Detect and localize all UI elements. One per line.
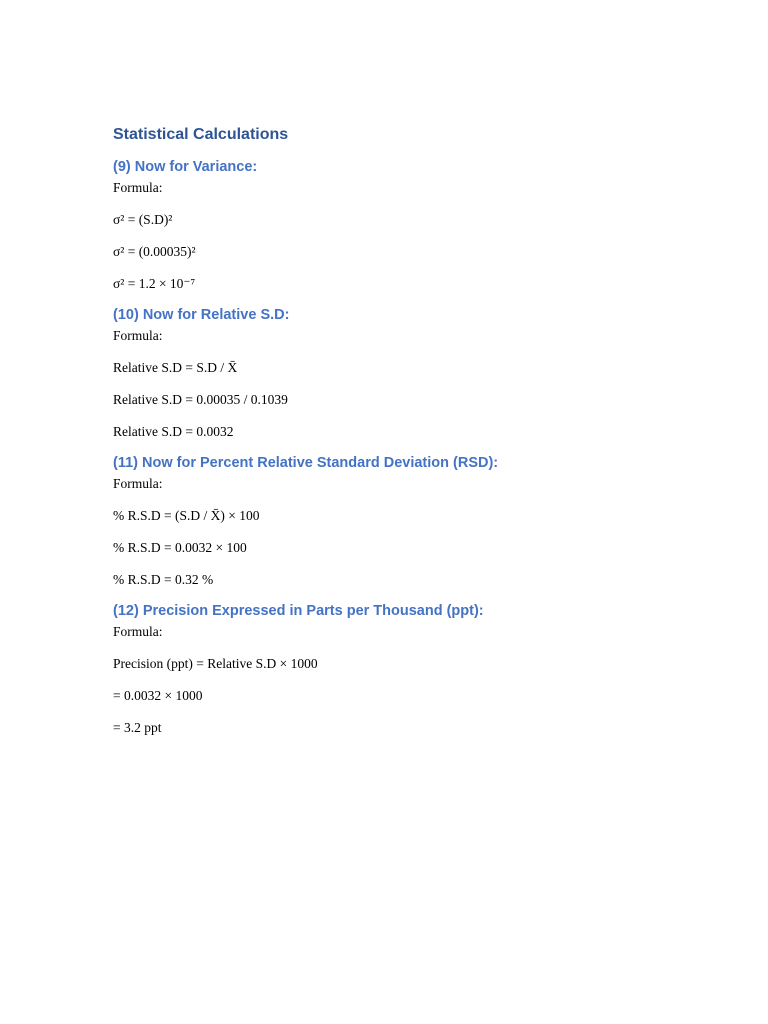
formula-label: Formula: [113, 328, 163, 343]
document-title: Statistical Calculations [113, 126, 289, 143]
formula-line: % R.S.D = 0.32 % [113, 572, 214, 587]
formula-label: Formula: [113, 476, 163, 491]
section-heading: (12) Precision Expressed in Parts per Thousand (ppt): [113, 603, 484, 619]
document-page [113, 124, 713, 749]
formula-line: Precision (ppt) = Relative S.D × 1000 [113, 656, 318, 671]
formula-line: % R.S.D = (S.D / X̄) × 100 [113, 508, 260, 523]
formula-line: Relative S.D = 0.00035 / 0.1039 [113, 392, 288, 407]
formula-line: σ² = (S.D)² [113, 212, 173, 227]
formula-line: Relative S.D = S.D / X̄ [113, 360, 238, 375]
section-percent-rsd [113, 453, 713, 589]
section-heading: (11) Now for Percent Relative Standard Deviation (RSD): [113, 455, 499, 471]
section-heading: (10) Now for Relative S.D: [113, 307, 290, 323]
formula-line: = 3.2 ppt [113, 720, 162, 735]
section-relative-sd [113, 305, 713, 441]
section-variance [113, 157, 713, 293]
formula-line: Relative S.D = 0.0032 [113, 424, 234, 439]
section-precision-ppt [113, 601, 713, 737]
formula-line: σ² = 1.2 × 10⁻⁷ [113, 276, 196, 291]
formula-line: σ² = (0.00035)² [113, 244, 196, 259]
formula-label: Formula: [113, 624, 163, 639]
section-heading: (9) Now for Variance: [113, 159, 258, 175]
formula-label: Formula: [113, 180, 163, 195]
formula-line: = 0.0032 × 1000 [113, 688, 203, 703]
formula-line: % R.S.D = 0.0032 × 100 [113, 540, 247, 555]
